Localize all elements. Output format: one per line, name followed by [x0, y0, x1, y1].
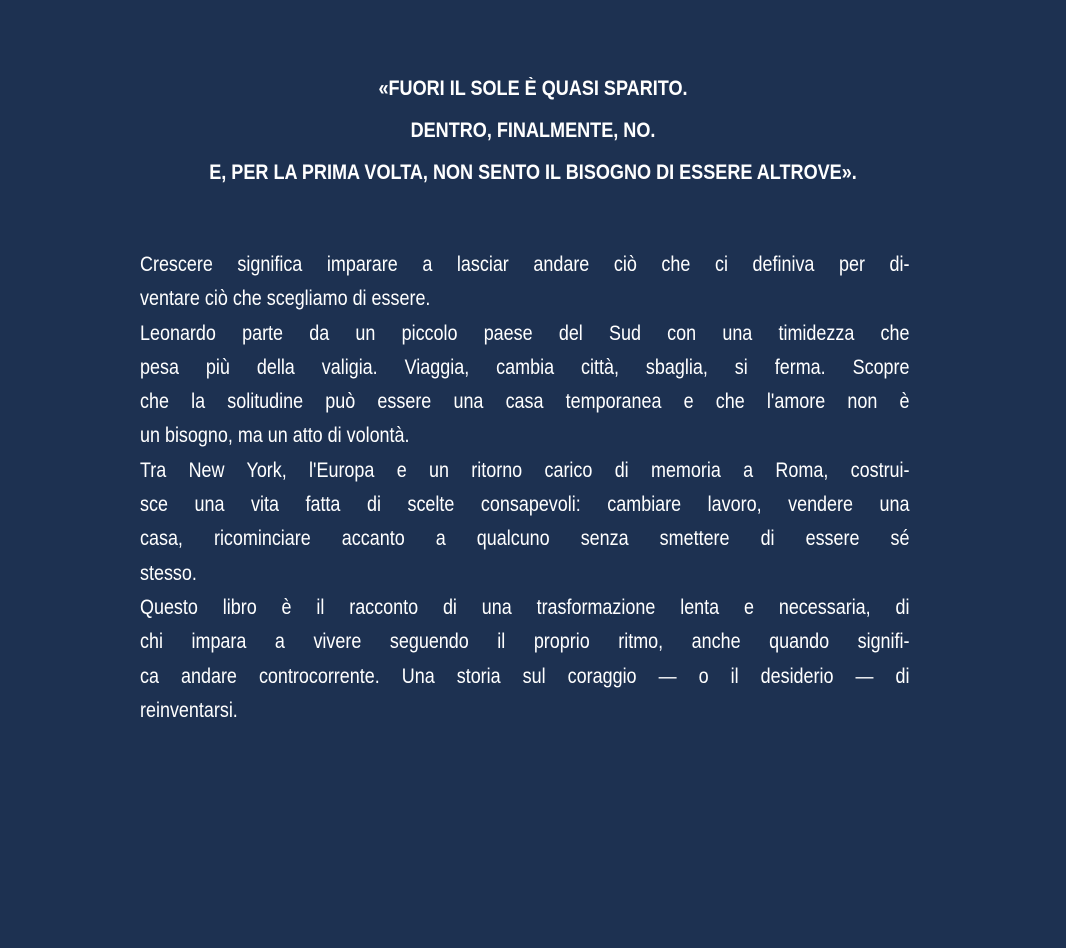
synopsis-line: Leonardo parte da un piccolo paese del Sud con una timidezza che [140, 321, 910, 345]
synopsis-line: Tra New York, l'Europa e un ritorno carico di memoria a Roma, costrui- [140, 458, 910, 482]
quote-line-1: «FUORI IL SOLE È QUASI SPARITO. [378, 77, 688, 100]
synopsis-line: casa, ricominciare accanto a qualcuno senza smettere di essere sé [140, 527, 910, 551]
synopsis-text [140, 248, 910, 728]
synopsis-line: sce una vita fatta di scelte consapevoli: cambiare lavoro, vendere una [140, 493, 910, 517]
quote-line-2: DENTRO, FINALMENTE, NO. [410, 119, 656, 142]
synopsis-line: chi impara a vivere seguendo il proprio ritmo, anche quando signifi- [140, 630, 910, 654]
synopsis-line: stesso. [140, 561, 197, 585]
pull-quote [75, 68, 992, 194]
synopsis-line: un bisogno, ma un atto di volontà. [140, 424, 410, 448]
synopsis-line: Crescere significa imparare a lasciar andare ciò che ci definiva per di- [140, 253, 910, 276]
synopsis-line: pesa più della valigia. Viaggia, cambia città, sbaglia, si ferma. Scopre [140, 355, 910, 379]
quote-line-3: E, PER LA PRIMA VOLTA, NON SENTO IL BISOGNO DI ESSERE ALTROVE». [209, 161, 857, 184]
synopsis-line: che la solitudine può essere una casa temporanea e che l'amore non è [140, 390, 910, 414]
synopsis-line: ventare ciò che scegliamo di essere. [140, 287, 431, 311]
synopsis-line: reinventarsi. [140, 698, 238, 722]
synopsis-line: ca andare controcorrente. Una storia sul coraggio — o il desiderio — di [140, 664, 910, 688]
synopsis-line: Questo libro è il racconto di una trasformazione lenta e necessaria, di [140, 595, 910, 619]
